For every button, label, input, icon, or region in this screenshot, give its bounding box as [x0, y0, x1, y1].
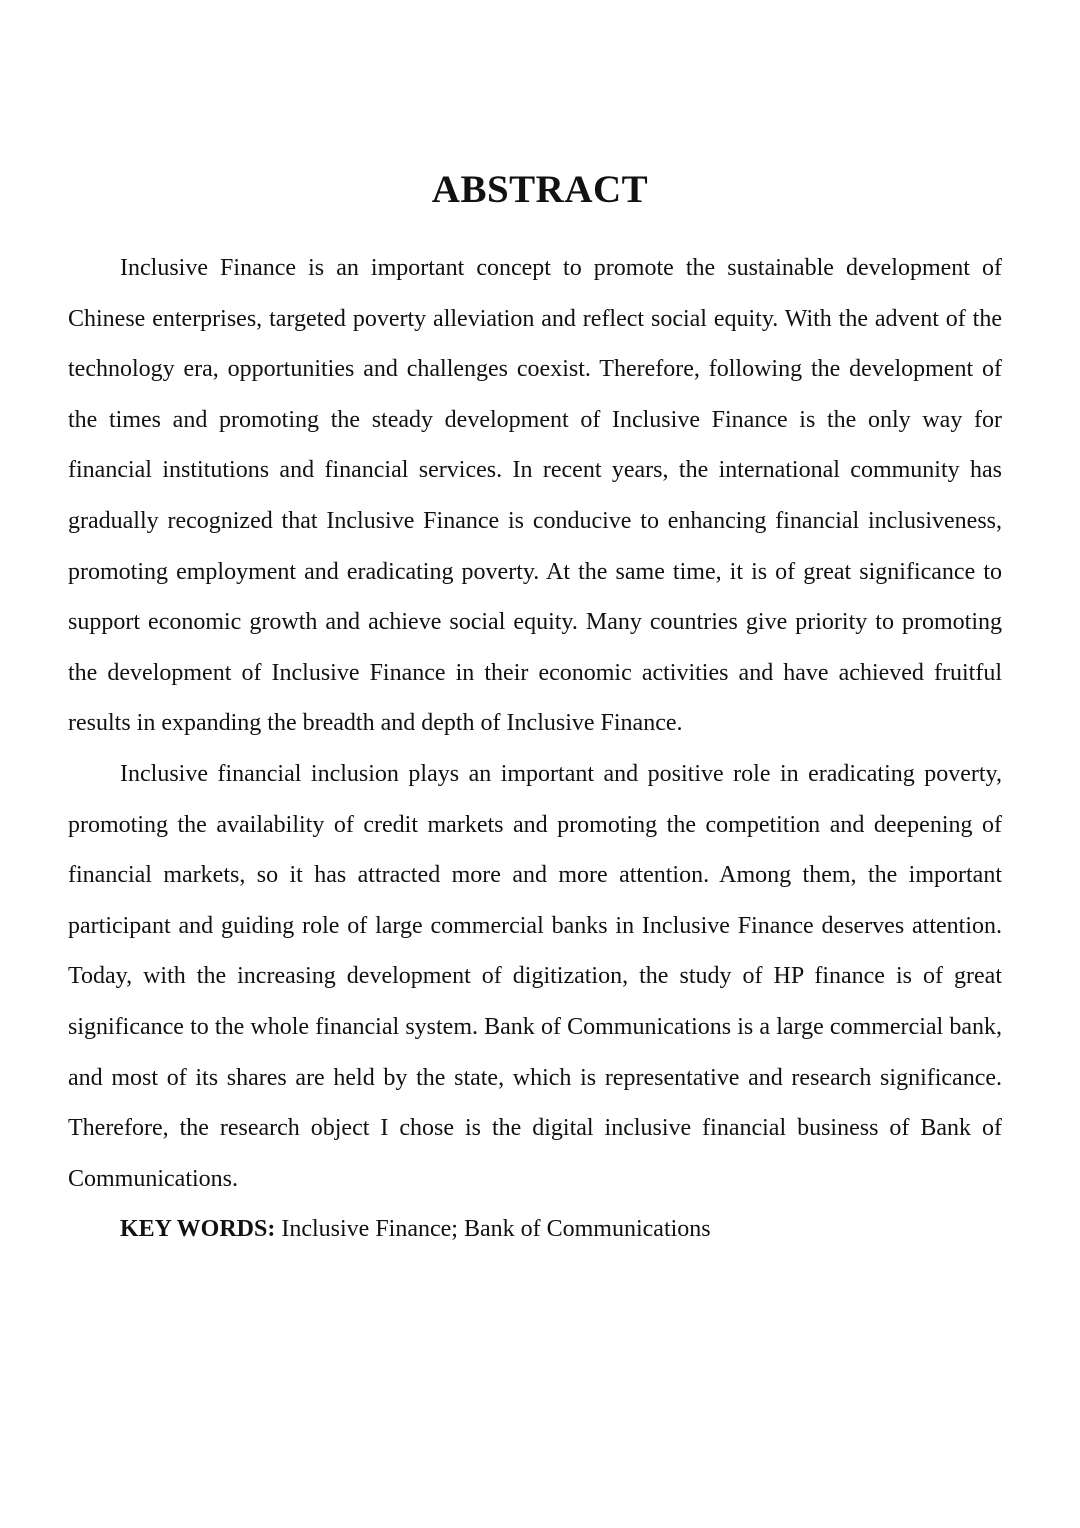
- keywords-line: [68, 1204, 1002, 1255]
- keywords-label: KEY WORDS:: [120, 1216, 276, 1243]
- abstract-paragraph-2: Inclusive financial inclusion plays an important and positive role in eradicating poverty, promoting the availability of credit markets and promoting the competition and deepening of financial markets, so it has attracted more and more attention. Among them, the important participant and guiding role of large commercial banks in Inclusive Finance deserves attention. Today, with the increasing development of digitization, the study of HP finance is of great significance to the whole financial system. Bank of Communications is a large commercial bank, and most of its shares are held by the state, which is representative and research significance. Therefore, the research object I chose is the digital inclusive financial business of Bank of Communications.: [68, 760, 1002, 1192]
- abstract-title: ABSTRACT: [431, 168, 649, 211]
- keywords-value: Inclusive Finance; Bank of Communications: [281, 1216, 711, 1243]
- abstract-paragraph-1: Inclusive Finance is an important concept to promote the sustainable development of Chinese enterprises, targeted poverty alleviation and reflect social equity. With the advent of the technology era, opportunities and challenges coexist. Therefore, following the development of the times and promoting the steady development of Inclusive Finance is the only way for financial institutions and financial services. In recent years, the international community has gradually recognized that Inclusive Finance is conducive to enhancing financial inclusiveness, promoting employment and eradicating poverty. At the same time, it is of great significance to support economic growth and achieve social equity. Many countries give priority to promoting the development of Inclusive Finance in their economic activities and have achieved fruitful results in expanding the breadth and depth of Inclusive Finance.: [68, 255, 1002, 737]
- abstract-body: [68, 243, 1002, 1255]
